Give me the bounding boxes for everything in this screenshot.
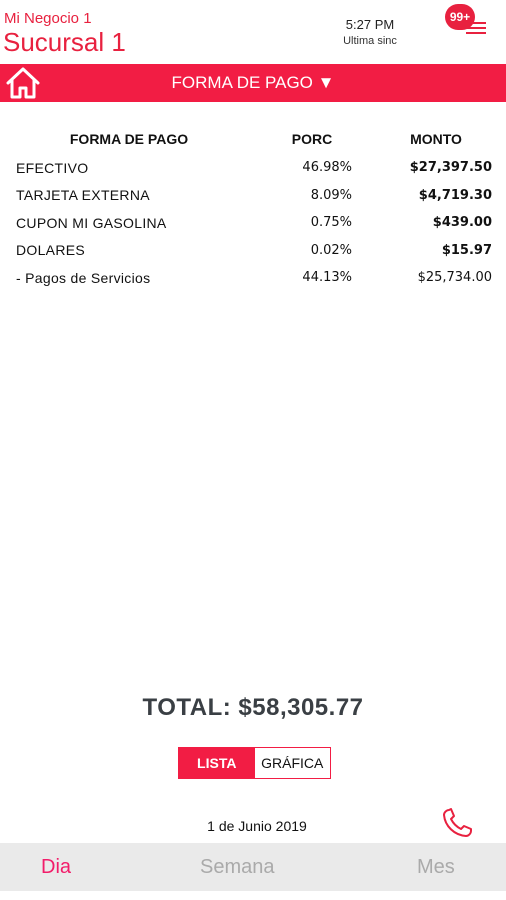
payment-method-name: DOLARES	[16, 242, 86, 259]
tab-list[interactable]: LISTA	[179, 748, 255, 778]
tab-chart[interactable]: GRÁFICA	[255, 748, 331, 778]
payment-method-dropdown[interactable]	[0, 64, 506, 102]
table-row[interactable]	[10, 154, 498, 182]
column-header-method: FORMA DE PAGO	[69, 131, 189, 147]
bottom-nav	[0, 843, 506, 891]
call-button[interactable]	[440, 806, 476, 840]
nav-week[interactable]: Semana	[200, 856, 275, 878]
table-header-row	[10, 124, 498, 154]
nav-month[interactable]: Mes	[417, 856, 455, 878]
table-row[interactable]	[10, 264, 498, 292]
nav-day[interactable]: Dia	[41, 856, 72, 878]
report-date: 1 de Junio 2019	[207, 818, 307, 834]
payment-method-percent: 8.09%	[310, 187, 352, 203]
sync-label: Ultima sinc	[343, 35, 397, 47]
table-row[interactable]	[10, 182, 498, 210]
payment-method-name: EFECTIVO	[16, 159, 89, 176]
column-header-amount: MONTO	[410, 131, 462, 147]
payment-method-amount: $439.00	[432, 215, 492, 231]
payment-method-name: - Pagos de Servicios	[16, 269, 151, 286]
business-name: Mi Negocio 1	[4, 10, 92, 27]
notification-badge: 99+	[445, 4, 475, 30]
sync-time: 5:27 PM	[345, 17, 395, 32]
table-row[interactable]	[10, 237, 498, 265]
payment-method-percent: 0.02%	[310, 242, 352, 258]
payment-method-name: CUPON MI GASOLINA	[16, 214, 167, 231]
payment-method-percent: 0.75%	[310, 215, 352, 231]
payment-method-amount: $4,719.30	[418, 187, 492, 203]
payment-method-percent: 44.13%	[302, 270, 352, 286]
view-toggle	[178, 747, 331, 779]
payment-method-name: TARJETA EXTERNA	[16, 187, 150, 204]
table-row[interactable]	[10, 209, 498, 237]
payment-methods-table	[10, 124, 498, 292]
payment-method-amount: $25,734.00	[417, 270, 492, 286]
payment-method-dropdown-label: FORMA DE PAGO ▼	[171, 73, 335, 92]
menu-button[interactable]	[440, 4, 490, 44]
home-button[interactable]	[4, 66, 42, 100]
app-header	[0, 0, 506, 64]
total-amount: TOTAL: $58,305.77	[142, 694, 364, 721]
payment-method-percent: 46.98%	[302, 160, 352, 176]
home-icon	[4, 66, 42, 100]
branch-name: Sucursal 1	[3, 27, 126, 57]
column-header-percent: PORC	[291, 131, 333, 147]
payment-method-amount: $15.97	[441, 242, 492, 258]
phone-icon	[440, 806, 476, 840]
payment-method-amount: $27,397.50	[409, 160, 492, 176]
section-bar	[0, 64, 506, 102]
